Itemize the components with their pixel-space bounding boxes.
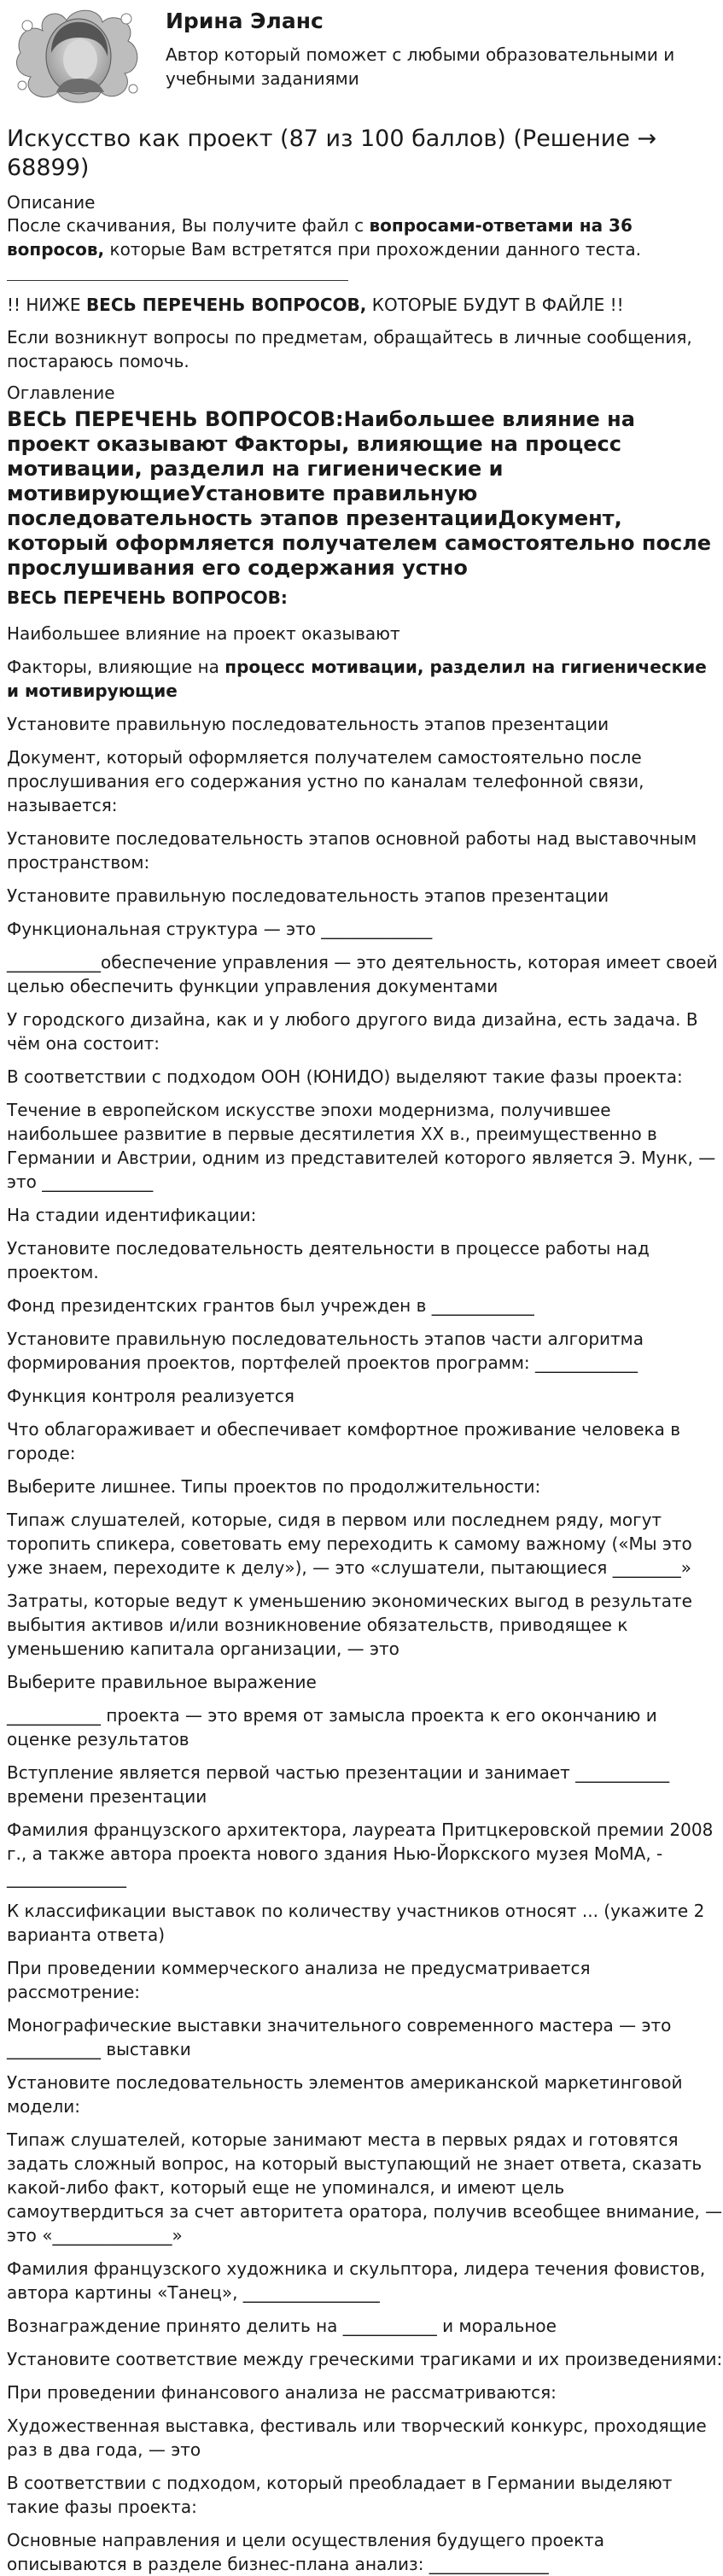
question-item: Фамилия французского архитектора, лауреата Притцкеровской премии 2008 г., а также автора проекта нового здания Нью-Йоркского музея MoMA, - ______________ — [7, 1820, 714, 1888]
notice-text-end: КОТОРЫЕ БУДУТ В ФАЙЛЕ !! — [366, 295, 624, 315]
question-item: При проведении коммерческого анализа не предусматривается рассмотрение: — [7, 1958, 591, 2002]
question-item: ___________обеспечение управления — это деятельность, которая имеет своей целью обеспечить функции управления документами — [7, 952, 718, 996]
question-item: На стадии идентификации: — [7, 1205, 257, 1225]
question-text-start: Факторы, влияющие на — [7, 657, 225, 677]
question-item: Установите последовательность деятельности в процессе работы над проектом. — [7, 1238, 650, 1282]
questions-heading: ВЕСЬ ПЕРЕЧЕНЬ ВОПРОСОВ: — [7, 587, 288, 608]
question-item: Основные направления и цели осуществления будущего проекта описываются в разделе бизнес-плана анализ: ______________ — [7, 2530, 605, 2574]
intro-text-bold: вопросами-ответами на 36 вопросов, — [7, 215, 633, 260]
question-item: Функциональная структура — это _____________ — [7, 919, 433, 939]
question-item: Затраты, которые ведут к уменьшению экономических выгод в результате выбытия активов и/или возникновение обязательств, приводящее к уменьшению капитала организации, — это — [7, 1591, 692, 1659]
author-description: Автор который поможет с любыми образовательными и учебными заданиями — [166, 44, 675, 89]
question-text-bold: процесс мотивации, разделил на гигиенические и мотивирующие — [7, 657, 707, 701]
question-item: Выберите правильное выражение — [7, 1672, 317, 1692]
question-item: Монографические выставки значительного современного мастера — это ___________ выставки — [7, 2015, 672, 2059]
page-title: Искусство как проект (87 из 100 баллов) (Решение → 68899) — [7, 126, 657, 181]
question-item: Установите последовательность элементов американской маркетинговой модели: — [7, 2072, 683, 2117]
question-item: При проведении финансового анализа не рассматриваются: — [7, 2382, 557, 2403]
notice-text-bold: ВЕСЬ ПЕРЕЧЕНЬ ВОПРОСОВ, — [85, 295, 367, 315]
question-item: Вознаграждение принято делить на ___________ и моральное — [7, 2316, 557, 2336]
author-avatar[interactable] — [14, 3, 142, 106]
notice-text-start: !! НИЖЕ — [7, 295, 86, 315]
intro-text-end: которые Вам встретятся при прохождении данного теста. — [104, 239, 641, 260]
question-item: Установите последовательность этапов основной работы над выставочным пространством: — [7, 828, 697, 873]
description-intro — [7, 213, 723, 261]
question-item: ___________ проекта — это время от замысла проекта к его окончанию и оценке результатов — [7, 1705, 657, 1749]
question-item: Фонд президентских грантов был учрежден в ____________ — [7, 1295, 534, 1316]
question-item: Фамилия французского художника и скульптора, лидера течения фовистов, автора картины «Танец», ________________ — [7, 2258, 706, 2303]
question-item: У городского дизайна, как и у любого другого вида дизайна, есть задача. В чём она состоит: — [7, 1009, 698, 1054]
divider-line — [7, 280, 348, 281]
author-name[interactable]: Ирина Эланс — [166, 9, 324, 33]
contact-note: Если возникнут вопросы по предметам, обращайтесь в личные сообщения, постараюсь помочь. — [7, 327, 692, 371]
question-item: Документ, который оформляется получателем самостоятельно после прослушивания его содержания устно по каналам телефонной связи, называется: — [7, 747, 644, 815]
question-item-motivation — [7, 655, 723, 703]
question-item: Установите правильную последовательность этапов презентации — [7, 885, 609, 906]
question-item: Художественная выставка, фестиваль или творческий конкурс, проходящие раз в два года, — это — [7, 2415, 707, 2460]
question-item: Что облагораживает и обеспечивает комфортное проживание человека в городе: — [7, 1419, 680, 1463]
question-item: Наибольшее влияние на проект оказывают — [7, 623, 400, 644]
question-item: Течение в европейском искусстве эпохи модернизма, получившее наибольшее развитие в первые десятилетия XX в., преимущественно в Германии и Австрии, одним из представителей которого является Э. Мунк, — это _____________ — [7, 1100, 716, 1192]
author-header — [7, 0, 723, 120]
intro-text-start: После скачивания, Вы получите файл с — [7, 215, 370, 236]
question-item: Установите правильную последовательность этапов презентации — [7, 714, 609, 734]
notice-line — [7, 293, 723, 317]
question-item: Вступление является первой частью презентации и занимает ___________ времени презентации — [7, 1762, 670, 1807]
question-item: Функция контроля реализуется — [7, 1386, 294, 1406]
question-item: Типаж слушателей, которые занимают места в первых рядах и готовятся задать сложный вопрос, на который выступающий не знает ответа, сказать какой-либо факт, который еще не упоминался, и имеют цель самоутвердиться за счет авторитета оратора, получив всеобщее внимание, — это «______________» — [7, 2129, 723, 2246]
toc-title: ВЕСЬ ПЕРЕЧЕНЬ ВОПРОСОВ:Наибольшее влияние на проект оказывают Факторы, влияющие на процесс мотивации, разделил на гигиенические и мотивирующиеУстановите правильную последовательность этапов презентацииДокумент, который оформляется получателем самостоятельно после прослушивания его содержания устно — [7, 407, 712, 580]
question-item: К классификации выставок по количеству участников относят ... (укажите 2 варианта ответа) — [7, 1901, 705, 1945]
question-item: Выберите лишнее. Типы проектов по продолжительности: — [7, 1476, 541, 1497]
description-label: Описание — [7, 192, 96, 213]
question-item: В соответствии с подходом ООН (ЮНИДО) выделяют такие фазы проекта: — [7, 1066, 683, 1087]
question-item: Установите правильную последовательность этапов части алгоритма формирования проектов, портфелей проектов программ: ____________ — [7, 1329, 644, 1373]
question-item: Типаж слушателей, которые, сидя в первом или последнем ряду, могут торопить спикера, советовать ему переходить к самому важному («Мы это уже знаем, переходите к делу»), — это «слушатели, пытающиеся ________» — [7, 1510, 692, 1578]
question-item: Установите соответствие между греческими трагиками и их произведениями: — [7, 2349, 723, 2369]
toc-label: Оглавление — [7, 383, 115, 403]
question-list — [7, 622, 723, 2576]
question-item: В соответствии с подходом, который преобладает в Германии выделяют такие фазы проекта: — [7, 2473, 673, 2517]
